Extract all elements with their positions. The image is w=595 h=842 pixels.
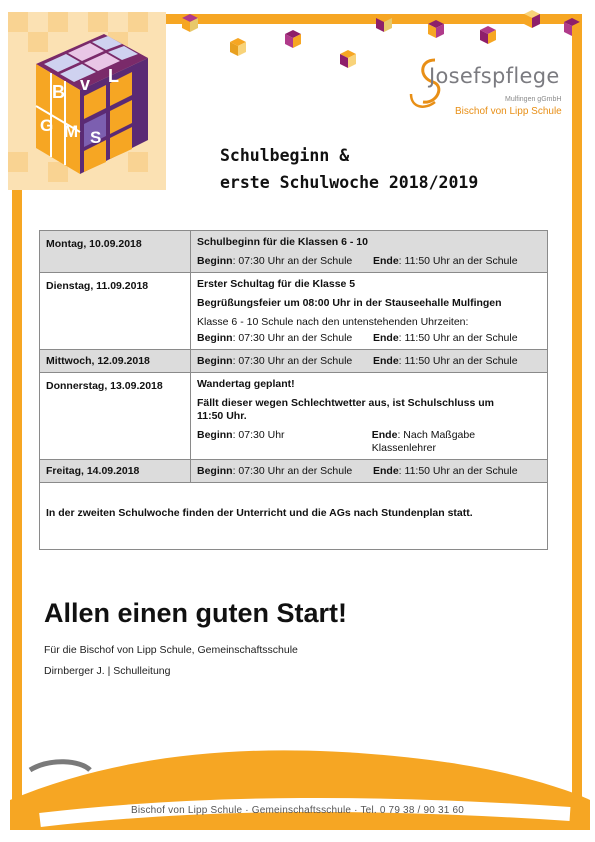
end-label: Ende	[373, 355, 399, 367]
end-value: : 11:50 Uhr an der Schule	[398, 332, 518, 344]
day-cell: Dienstag, 11.09.2018	[40, 273, 191, 350]
end-label: Ende	[371, 429, 398, 441]
begin-label: Beginn	[197, 465, 233, 477]
time-line	[197, 429, 541, 455]
table-row	[40, 350, 548, 373]
closing-heading: Allen einen guten Start!	[44, 598, 348, 628]
title-line: Schulbeginn &	[220, 146, 350, 165]
row-title: Schulbeginn für die Klassen 6 - 10	[197, 236, 368, 248]
begin-label: Beginn	[197, 355, 233, 367]
schedule-table	[39, 230, 548, 550]
cube-letter: L	[108, 66, 119, 86]
bvl-gms-cube-logo	[8, 12, 166, 190]
info-cell	[191, 231, 548, 273]
begin-value: : 07:30 Uhr an der Schule	[232, 355, 353, 367]
begin-label: Beginn	[197, 332, 233, 344]
end-label: Ende	[373, 255, 399, 267]
day-cell: Mittwoch, 12.09.2018	[40, 350, 191, 373]
row-detail: Begrüßungsfeier um 08:00 Uhr in der Stauseehalle Mulfingen	[197, 297, 502, 309]
info-cell	[191, 350, 548, 373]
title-line: erste Schulwoche 2018/2019	[220, 173, 479, 192]
brand-school: Bischof von Lipp Schule	[455, 106, 562, 117]
cube-letter: B	[52, 82, 65, 102]
day-cell: Montag, 10.09.2018	[40, 231, 191, 273]
info-cell	[191, 460, 548, 483]
info-cell	[191, 373, 548, 460]
end-value: : 11:50 Uhr an der Schule	[398, 255, 518, 267]
cube-letter: G	[40, 116, 54, 135]
schedule-note: In der zweiten Schulwoche finden der Unterricht und die AGs nach Stundenplan statt.	[40, 483, 548, 550]
time-line	[197, 255, 541, 268]
row-title: Wandertag geplant!	[197, 378, 295, 390]
row-title: Erster Schultag für die Klasse 5	[197, 278, 356, 290]
time-line	[197, 465, 541, 478]
end-value: : Nach Maßgabe Klassenlehrer	[371, 429, 476, 454]
table-row	[40, 373, 548, 460]
day-cell: Freitag, 14.09.2018	[40, 460, 191, 483]
josefspflege-logo	[405, 56, 565, 128]
closing-text	[44, 640, 298, 682]
table-row	[40, 483, 548, 550]
brand-name: Josefspflege	[429, 64, 560, 88]
row-detail: Fällt dieser wegen Schlechtwetter aus, ist Schulschluss um 11:50 Uhr.	[197, 397, 495, 422]
begin-value: : 07:30 Uhr an der Schule	[232, 465, 353, 477]
page-title	[220, 142, 478, 196]
day-cell: Donnerstag, 13.09.2018	[40, 373, 191, 460]
signature-line: Dirnberger J. | Schulleitung	[44, 665, 171, 677]
table-row	[40, 273, 548, 350]
info-cell	[191, 273, 548, 350]
cube-letter: S	[90, 128, 102, 147]
end-label: Ende	[373, 465, 399, 477]
end-value: : 11:50 Uhr an der Schule	[398, 355, 518, 367]
begin-value: : 07:30 Uhr an der Schule	[232, 255, 353, 267]
begin-label: Beginn	[197, 255, 233, 267]
table-row	[40, 460, 548, 483]
cube-letter: M	[64, 122, 79, 141]
table-row	[40, 231, 548, 273]
begin-label: Beginn	[197, 429, 233, 441]
end-value: : 11:50 Uhr an der Schule	[398, 465, 518, 477]
time-line	[197, 332, 541, 345]
time-line	[197, 355, 541, 368]
cube-letter: v	[80, 74, 91, 94]
end-label: Ende	[373, 332, 399, 344]
footer-text: Bischof von Lipp Schule · Gemeinschaftsschule · Tel. 0 79 38 / 90 31 60	[130, 805, 465, 816]
begin-value: : 07:30 Uhr an der Schule	[232, 332, 353, 344]
begin-value: : 07:30 Uhr	[232, 429, 285, 441]
brand-sub: Mulfingen gGmbH	[505, 96, 562, 103]
row-note: Klasse 6 - 10 Schule nach den untenstehenden Uhrzeiten:	[197, 316, 469, 328]
closing-line: Für die Bischof von Lipp Schule, Gemeinschaftsschule	[44, 644, 298, 656]
